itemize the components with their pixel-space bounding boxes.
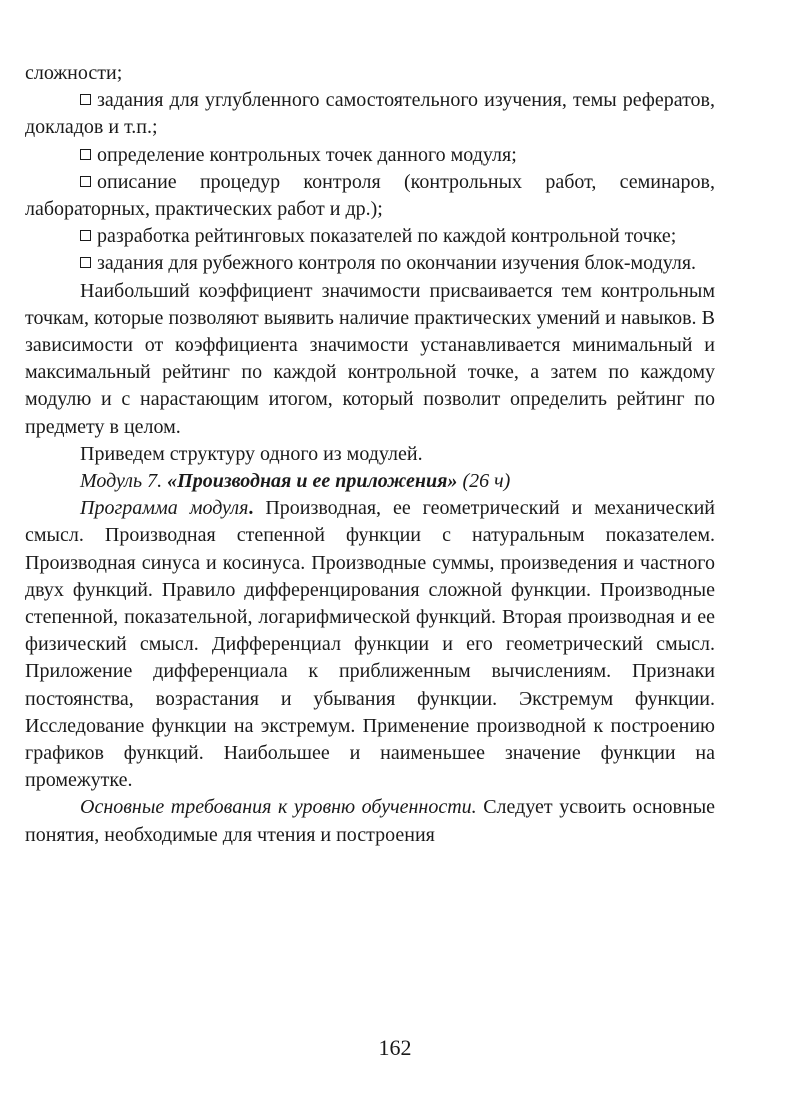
requirements-text: Следует усвоить основные понятия, необходимые для чтения и построения: [25, 796, 716, 846]
checkbox-bullet-icon: [80, 230, 91, 241]
requirements-label: Основные требования к уровню обученности.: [80, 796, 477, 819]
page-number: 162: [378, 1035, 412, 1060]
checkbox-bullet-icon: [80, 176, 91, 187]
list-item: [25, 250, 715, 277]
list-item-text: описание процедур контроля (контрольных работ, семинаров, лабораторных, практических работ и др.);: [25, 170, 715, 221]
paragraph-rating: Наибольший коэффициент значимости присваивается тем контрольным точкам, которые позволяют выявить наличие практических умений и навыков. В зависимости от коэффициента значимости устанавливается минимальный и максимальный рейтинг по каждой контрольной точке, а затем по каждому модулю и с нарастающим итогом, который позволит определить рейтинг по предмету в целом.: [25, 279, 715, 438]
list-item: [25, 169, 715, 223]
program-label-dot: .: [248, 497, 254, 520]
list-item-text: определение контрольных точек данного модуля;: [97, 143, 517, 166]
program-paragraph: [25, 495, 715, 794]
checkbox-bullet-icon: [80, 149, 91, 160]
intro-line: сложности;: [25, 62, 123, 84]
program-label: Программа модуля: [80, 497, 249, 520]
body-text: [25, 60, 715, 849]
module-hours: (26 ч): [462, 470, 511, 493]
list-item-text: задания для рубежного контроля по окончании изучения блок-модуля.: [97, 252, 697, 275]
list-item: [25, 223, 715, 250]
requirements-paragraph: [25, 794, 715, 848]
list-item: [25, 142, 715, 169]
paragraph-structure: Приведем структуру одного из модулей.: [80, 442, 423, 465]
list-item: [25, 87, 715, 141]
program-text: Производная, ее геометрический и механический смысл. Производная степенной функции с натуральным показателем. Производная синуса и косинуса. Производные суммы, произведения и частного двух функций. Правило дифференцирования сложной функции. Производные степенной, показательной, логарифмической функций. Вторая производная и ее физический смысл. Дифференциал функции и его геометрический смысл. Приложение дифференциала к приближенным вычислениям. Признаки постоянства, возрастания и убывания функции. Экстремум функции. Исследование функции на экстремум. Применение производной к построению графиков функций. Наибольшее и наименьшее значение функции на промежутке.: [25, 497, 715, 792]
checkbox-bullet-icon: [80, 257, 91, 268]
module-title: «Производная и ее приложения»: [167, 470, 458, 493]
checkbox-bullet-icon: [80, 94, 91, 105]
list-item-text: разработка рейтинговых показателей по каждой контрольной точке;: [97, 225, 677, 248]
list-item-text: задания для углубленного самостоятельного изучения, темы рефератов, докладов и т.п.;: [25, 89, 715, 139]
module-prefix: Модуль 7.: [80, 470, 163, 493]
module-heading: [25, 468, 715, 495]
